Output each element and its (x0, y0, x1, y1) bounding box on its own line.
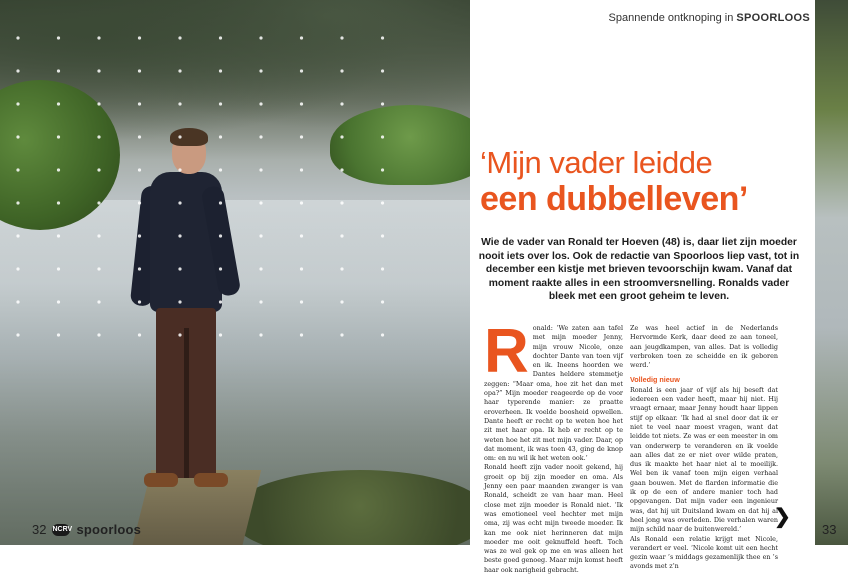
header-prefix: Spannende ontknoping in (608, 12, 737, 24)
page-header (609, 12, 810, 24)
footer-left (32, 522, 141, 537)
paragraph: onald: ‘We zaten aan tafel met mijn moeder Jenny, mijn vrouw Nicole, onze dochter Dante van toen vijf en ik. Ineens hoorden we Dantes heldere stemmetje zeggen: “Maar oma, hoe zit het dan met opa?” Mijn moeder reageerde op de voor haar typerende manier: ze praatte eroverheen. Ik voelde boosheid opwellen. Dante heeft er recht op te weten hoe het zit met haar opa. Ik heb er recht op te weten hoe het zit met mijn vader. Daar, op dat moment, ik was toen 43, ging de knop om: en nu wil ik het weten ook.’ (484, 324, 623, 463)
headline-line-2: een dubbelleven’ (480, 180, 748, 218)
photo-sliver-right (815, 0, 848, 545)
footer-brand: spoorloos (76, 522, 142, 537)
man-figure (130, 128, 240, 508)
paragraph: Als Ronald een relatie krijgt met Nicole, verandert er veel. ‘Nicole komt uit een hecht gezin waar ’s middags gezamenlijk thee en ’s avonds met z’n (630, 534, 778, 571)
page-number-left: 32 (32, 522, 47, 537)
bush-right (330, 105, 470, 185)
drop-cap: R (484, 317, 529, 386)
headline-line-1: ‘Mijn vader leidde (480, 145, 713, 180)
page-number-right: 33 (822, 522, 837, 537)
grid-dot (300, 168, 303, 171)
paragraph: Ze was heel actief in de Nederlands Hervormde Kerk, daar deed ze aan toneel, aan jeugdkampen, van alles. Dat is volledig verbroken toen ze scheidde en ik geboren werd.’ (630, 324, 778, 370)
chevron-right-icon[interactable]: ❯ (774, 506, 791, 528)
grid-dot (259, 168, 262, 171)
header-brand: SPOORLOOS (736, 12, 810, 24)
broadcaster-logo: NCRV (52, 524, 70, 536)
subheading: Volledig nieuw (630, 375, 680, 385)
paragraph: Ronald is een jaar of vijf als hij beseft dat iedereen een vader heeft, maar hij niet. Hij vraagt ernaar, maar Jenny houdt haar lippen stijf op elkaar. ‘Ik had al snel door dat ik er niet te veel naar moest vragen, want dat leidde tot niets. Ze was er een meester in om van onderwerp te veranderen en ik voelde aan alles dat ze er niet over wilde praten, dus ik maakte het haar niet al te moeilijk. Wel ben ik vanaf toen mijn eigen verhaal gaan bouwen. Met de flarden informatie die ik op de een of andere manier toch had opgevangen. Dat mijn vader een ingenieur was, dat hij uit Duitsland kwam en dat hij al heel jong was overleden. Die verhalen waren mijn schild naar de buitenwereld.’ (630, 385, 778, 534)
paragraph: Ronald heeft zijn vader nooit gekend, hij groeit op bij zijn moeder en oma. Als Jenny een paar maanden zwanger is van Ronald, scheidt ze van haar man. Heel close met zijn moeder is Ronald niet. ‘Ik was emotioneel veel hechter met mijn oma, zij was echt mijn tweede moeder. Ik kan me ook niet herinneren dat mijn moeder me ooit geknuffeld heeft. Toch was ze wel gek op me en was alleen het beste goed genoeg. Maar mijn komst heeft haar ook narigheid gebracht. (484, 463, 623, 574)
body-column-1 (484, 317, 623, 575)
intro-paragraph: Wie de vader van Ronald ter Hoeven (48) is, daar liet zijn moeder nooit iets over los. Ook de redactie van Spoorloos liep vast, tot in december een kistje met brieven tevoorschijn kwam. Vanaf dat moment raakte alles in een stroomversnelling. Ronalds vader bleek met een groot geheim te leven. (478, 237, 800, 303)
body-column-2 (630, 324, 778, 572)
